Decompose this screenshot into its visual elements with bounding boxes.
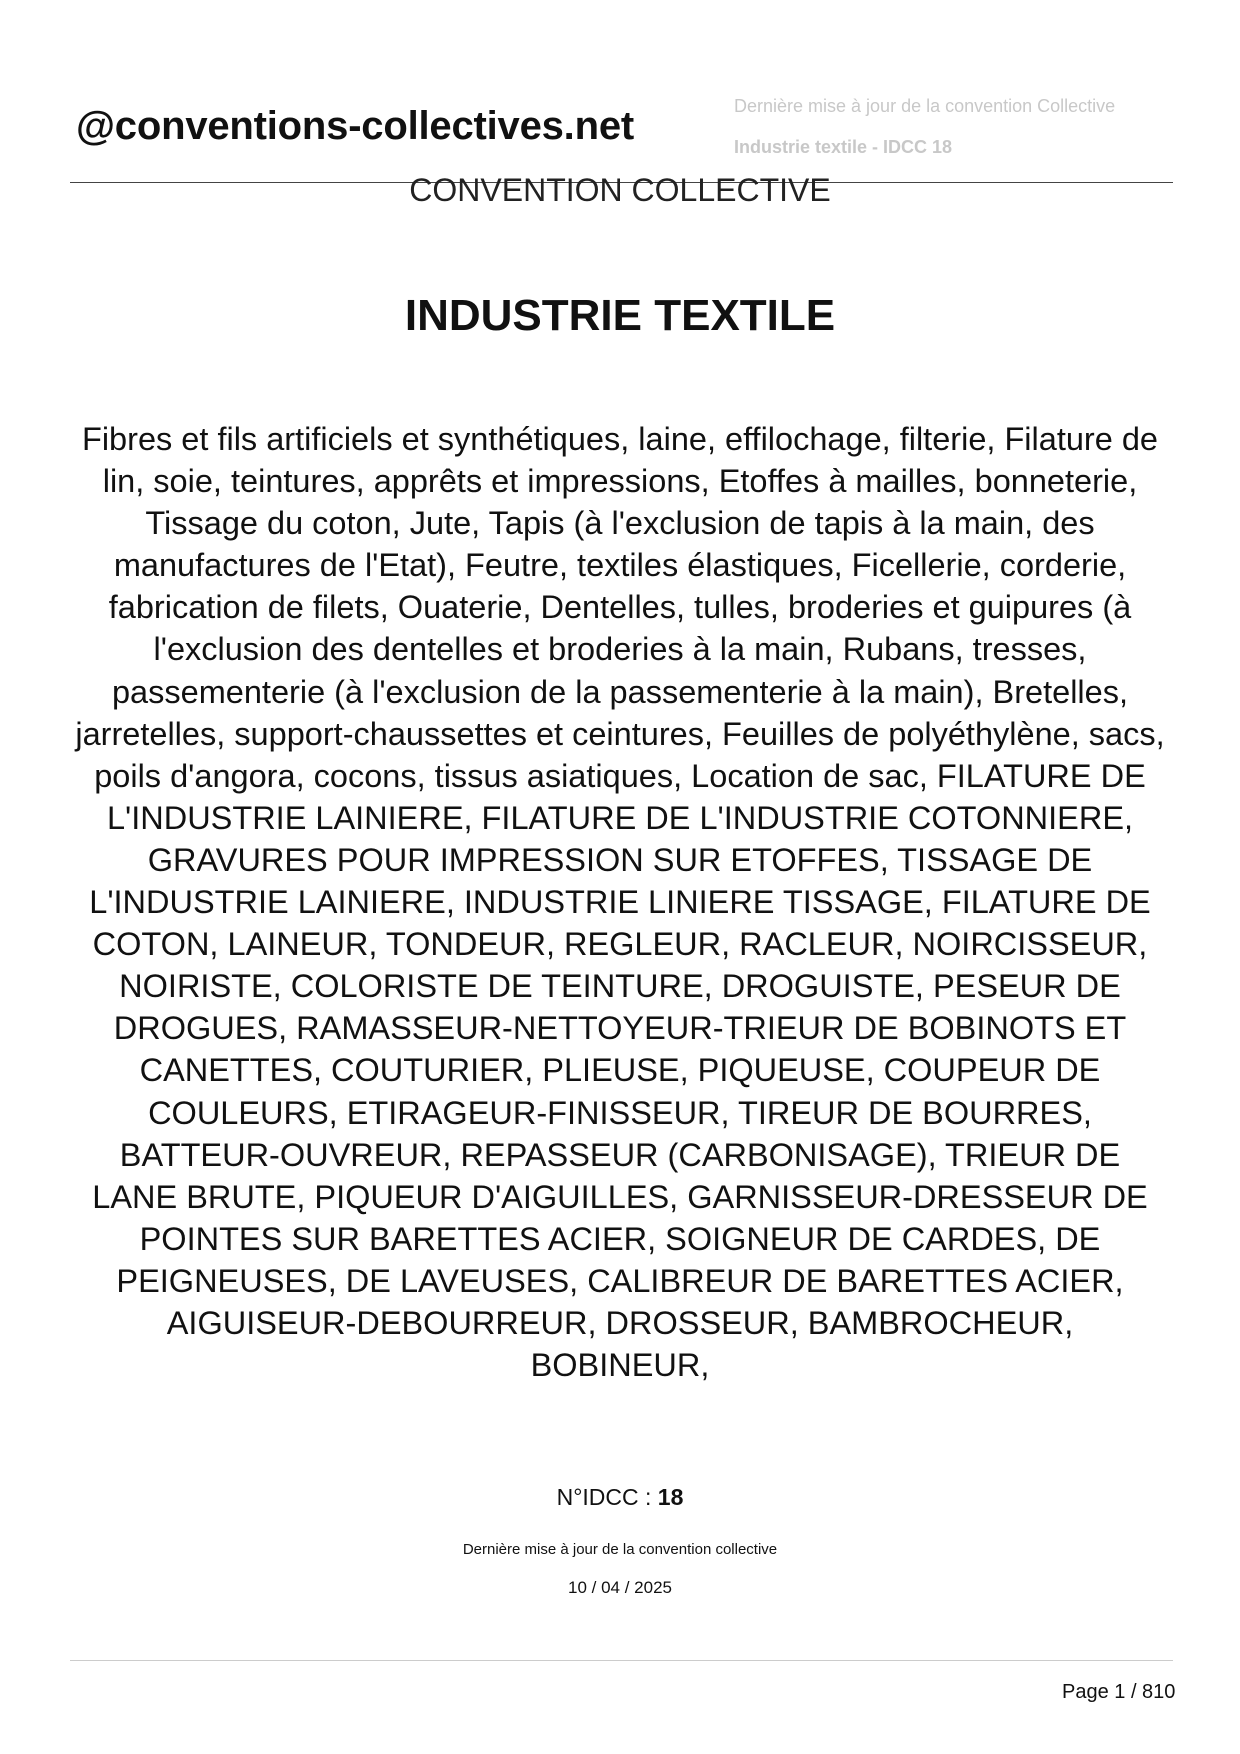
idcc-number — [0, 1484, 1240, 1511]
page-number: Page 1 / 810 — [1062, 1681, 1176, 1703]
site-name: @conventions-collectives.net — [76, 104, 634, 148]
scope-description: Fibres et fils artificiels et synthétiques, laine, effilochage, filterie, Filature de lin, soie, teintures, apprêts et impressions, Etoffes à mailles, bonneterie, Tissage du coton, Jute, Tapis (à l'exclusion de tapis à la main, des manufactures de l'Etat), Feutre, textiles élastiques, Ficellerie, corderie, fabrication de filets, Ouaterie, Dentelles, tulles, broderies et guipures (à l'exclusion des dentelles et broderies à la main, Rubans, tresses, passementerie (à l'exclusion de la passementerie à la main), Bretelles, jarretelles, support-chaussettes et ceintures, Feuilles de polyéthylène, sacs, poils d'angora, cocons, tissus asiatiques, Location de sac, FILATURE DE L'INDUSTRIE LAINIERE, FILATURE DE L'INDUSTRIE COTONNIERE, GRAVURES POUR IMPRESSION SUR ETOFFES, TISSAGE DE L'INDUSTRIE LAINIERE, INDUSTRIE LINIERE TISSAGE, FILATURE DE COTON, LAINEUR, TONDEUR, REGLEUR, RACLEUR, NOIRCISSEUR, NOIRISTE, COLORISTE DE TEINTURE, DROGUISTE, PESEUR DE DROGUES, RAMASSEUR-NETTOYEUR-TRIEUR DE BOBINOTS ET CANETTES, COUTURIER, PLIEUSE, PIQUEUSE, COUPEUR DE COULEURS, ETIRAGEUR-FINISSEUR, TIREUR DE BOURRES, BATTEUR-OUVREUR, REPASSEUR (CARBONISAGE), TRIEUR DE LANE BRUTE, PIQUEUR D'AIGUILLES, GARNISSEUR-DRESSEUR DE POINTES SUR BARETTES ACIER, SOIGNEUR DE CARDES, DE PEIGNEUSES, DE LAVEUSES, CALIBREUR DE BARETTES ACIER, AIGUISEUR-DEBOURREUR, DROSSEUR, BAMBROCHEUR, BOBINEUR, — [75, 421, 1165, 1384]
document-title: INDUSTRIE TEXTILE — [404, 291, 836, 340]
idcc-value: 18 — [657, 1484, 684, 1510]
document-type: CONVENTION COLLECTIVE — [409, 172, 831, 208]
idcc-label: N°IDCC : — [556, 1484, 658, 1510]
footer-update-note: Dernière mise à jour de la convention collective — [462, 1541, 778, 1558]
footer-update-date: 10 / 04 / 2025 — [568, 1578, 672, 1597]
footer-divider — [70, 1660, 1173, 1661]
update-subtitle: Industrie textile - IDCC 18 — [734, 137, 953, 157]
update-note: Dernière mise à jour de la convention Collective — [734, 96, 1116, 116]
